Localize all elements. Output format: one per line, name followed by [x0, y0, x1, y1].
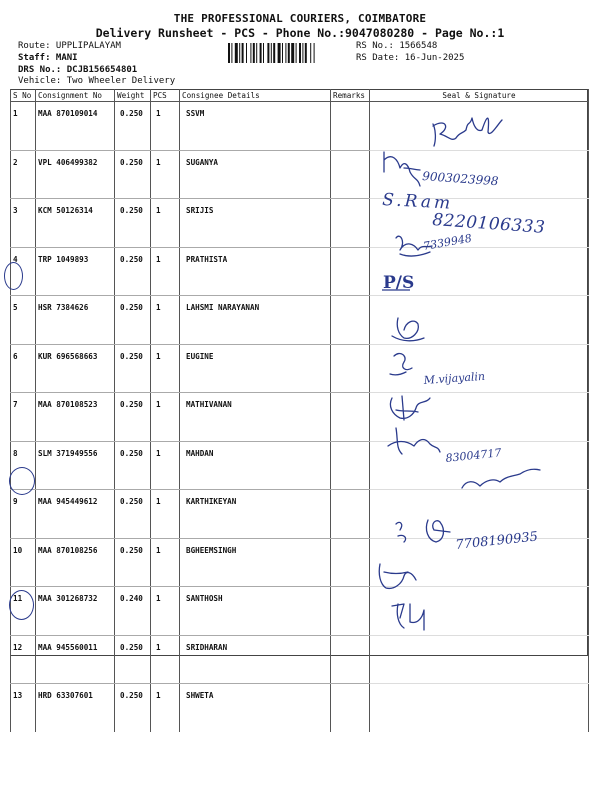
cell-consignee: SRIDHARAN [180, 635, 331, 684]
cell-signature [370, 538, 589, 587]
table-row [11, 102, 589, 151]
vehicle-label: Vehicle: Two Wheeler Delivery [18, 76, 176, 86]
handwritten-phone-9: 83004717 [444, 446, 503, 465]
handwritten-phone-2: 9003023998 [421, 169, 499, 189]
cell-pcs: 1 [151, 587, 180, 636]
cell-weight: 0.250 [115, 684, 151, 732]
table-header-row [11, 89, 589, 102]
cell-signature [370, 684, 589, 732]
cell-pcs: 1 [151, 296, 180, 345]
cell-signature [370, 150, 589, 199]
cell-pcs: 1 [151, 635, 180, 684]
cell-pcs: 1 [151, 247, 180, 296]
cell-remarks [331, 393, 370, 442]
cell-signature [370, 296, 589, 345]
cell-pcs: 1 [151, 199, 180, 248]
cell-consignment: MAA 945560011 [36, 635, 115, 684]
handwritten-phone-4: 7339948 [422, 231, 473, 253]
cell-consignee: SHWETA [180, 684, 331, 732]
handwritten-name-3: S.Ram [381, 190, 454, 214]
cell-consignee: MATHIVANAN [180, 393, 331, 442]
cell-signature [370, 441, 589, 490]
cell-signature [370, 635, 589, 684]
cell-signature [370, 199, 589, 248]
cell-consignment: MAA 301268732 [36, 587, 115, 636]
circle-mark-5 [4, 262, 23, 290]
cell-consignment: MAA 870108256 [36, 538, 115, 587]
cell-pcs: 1 [151, 490, 180, 539]
cell-weight: 0.240 [115, 587, 151, 636]
runsheet-table [10, 89, 589, 732]
cell-remarks [331, 199, 370, 248]
cell-sno: 7 [11, 393, 36, 442]
cell-sno: 1 [11, 102, 36, 151]
cell-weight: 0.250 [115, 150, 151, 199]
cell-pcs: 1 [151, 441, 180, 490]
cell-sno: 9 [11, 490, 36, 539]
circle-mark-10 [9, 467, 35, 495]
table-row [11, 490, 589, 539]
table-row [11, 150, 589, 199]
cell-pcs: 1 [151, 150, 180, 199]
table-row [11, 441, 589, 490]
table-row [11, 393, 589, 442]
cell-consignment: SLM 371949556 [36, 441, 115, 490]
cell-consignee: LAHSMI NARAYANAN [180, 296, 331, 345]
rs-number: RS No.: 1566548 [356, 41, 438, 51]
cell-weight: 0.250 [115, 344, 151, 393]
cell-weight: 0.250 [115, 635, 151, 684]
cell-pcs: 1 [151, 538, 180, 587]
runsheet-title: Delivery Runsheet - PCS - Phone No.:9047080280 - Page No.:1 [95, 26, 505, 40]
cell-sno: 6 [11, 344, 36, 393]
cell-sno: 3 [11, 199, 36, 248]
cell-remarks [331, 684, 370, 732]
cell-weight: 0.250 [115, 393, 151, 442]
cell-sno: 11 [11, 587, 36, 636]
cell-remarks [331, 538, 370, 587]
cell-remarks [331, 247, 370, 296]
cell-weight: 0.250 [115, 296, 151, 345]
col-header-pcs: PCS [151, 89, 180, 102]
cell-signature [370, 102, 589, 151]
table-row [11, 247, 589, 296]
cell-consignee: SSVM [180, 102, 331, 151]
cell-weight: 0.250 [115, 199, 151, 248]
table-row [11, 538, 589, 587]
cell-weight: 0.250 [115, 441, 151, 490]
handwritten-name-7: M.vijayalin [423, 369, 486, 387]
cell-consignment: MAA 870109014 [36, 102, 115, 151]
cell-remarks [331, 490, 370, 539]
cell-pcs: 1 [151, 393, 180, 442]
cell-consignee: SUGANYA [180, 150, 331, 199]
col-header-signature: Seal & Signature [370, 89, 589, 102]
cell-signature [370, 247, 589, 296]
company-title: THE PROFESSIONAL COURIERS, COIMBATORE [173, 12, 427, 25]
cell-consignment: HRD 63307601 [36, 684, 115, 732]
cell-consignee: PRATHISTA [180, 247, 331, 296]
cell-remarks [331, 150, 370, 199]
handwritten-phone-3: 8220106333 [431, 210, 546, 238]
cell-sno: 8 [11, 441, 36, 490]
cell-sno: 2 [11, 150, 36, 199]
cell-signature [370, 587, 589, 636]
cell-sno: 5 [11, 296, 36, 345]
table-row [11, 684, 589, 732]
cell-sno: 12 [11, 635, 36, 684]
cell-weight: 0.250 [115, 538, 151, 587]
cell-remarks [331, 441, 370, 490]
cell-consignment: MAA 945449612 [36, 490, 115, 539]
cell-consignment: HSR 7384626 [36, 296, 115, 345]
col-header-consignment: Consignment No [36, 89, 115, 102]
col-header-sno: S No [11, 89, 36, 102]
table-row [11, 199, 589, 248]
col-header-consignee: Consignee Details [180, 89, 331, 102]
circle-mark-13 [9, 590, 34, 620]
handwritten-seal-5: P/S [383, 273, 415, 293]
cell-remarks [331, 587, 370, 636]
cell-pcs: 1 [151, 684, 180, 732]
barcode-image [228, 43, 350, 63]
cell-remarks [331, 344, 370, 393]
cell-pcs: 1 [151, 344, 180, 393]
cell-consignee: SANTHOSH [180, 587, 331, 636]
cell-weight: 0.250 [115, 102, 151, 151]
table-row [11, 635, 589, 684]
cell-consignment: KUR 696568663 [36, 344, 115, 393]
cell-consignee: EUGINE [180, 344, 331, 393]
cell-consignment: VPL 406499382 [36, 150, 115, 199]
route-label: Route: UPPLIPALAYAM [18, 41, 121, 51]
cell-remarks [331, 102, 370, 151]
cell-sno: 13 [11, 684, 36, 732]
cell-signature [370, 344, 589, 393]
table-row [11, 344, 589, 393]
cell-consignment: TRP 1049893 [36, 247, 115, 296]
drs-number: DRS No.: DCJB156654801 [18, 65, 138, 75]
cell-remarks [331, 296, 370, 345]
col-header-weight: Weight [115, 89, 151, 102]
cell-sno: 10 [11, 538, 36, 587]
cell-consignee: KARTHIKEYAN [180, 490, 331, 539]
cell-consignment: MAA 870108523 [36, 393, 115, 442]
cell-consignee: SRIJIS [180, 199, 331, 248]
table-body [11, 102, 589, 732]
cell-consignee: MAHDAN [180, 441, 331, 490]
cell-signature [370, 490, 589, 539]
rs-date: RS Date: 16-Jun-2025 [356, 53, 465, 63]
col-header-remarks: Remarks [331, 89, 370, 102]
cell-remarks [331, 635, 370, 684]
staff-label: Staff: MANI [18, 53, 78, 63]
cell-pcs: 1 [151, 102, 180, 151]
cell-sno: 4 [11, 247, 36, 296]
cell-signature [370, 393, 589, 442]
table-row [11, 296, 589, 345]
cell-consignment: KCM 50126314 [36, 199, 115, 248]
cell-weight: 0.250 [115, 490, 151, 539]
cell-weight: 0.250 [115, 247, 151, 296]
table-row [11, 587, 589, 636]
cell-consignee: BGHEEMSINGH [180, 538, 331, 587]
handwritten-phone-11: 7708190935 [454, 529, 539, 553]
